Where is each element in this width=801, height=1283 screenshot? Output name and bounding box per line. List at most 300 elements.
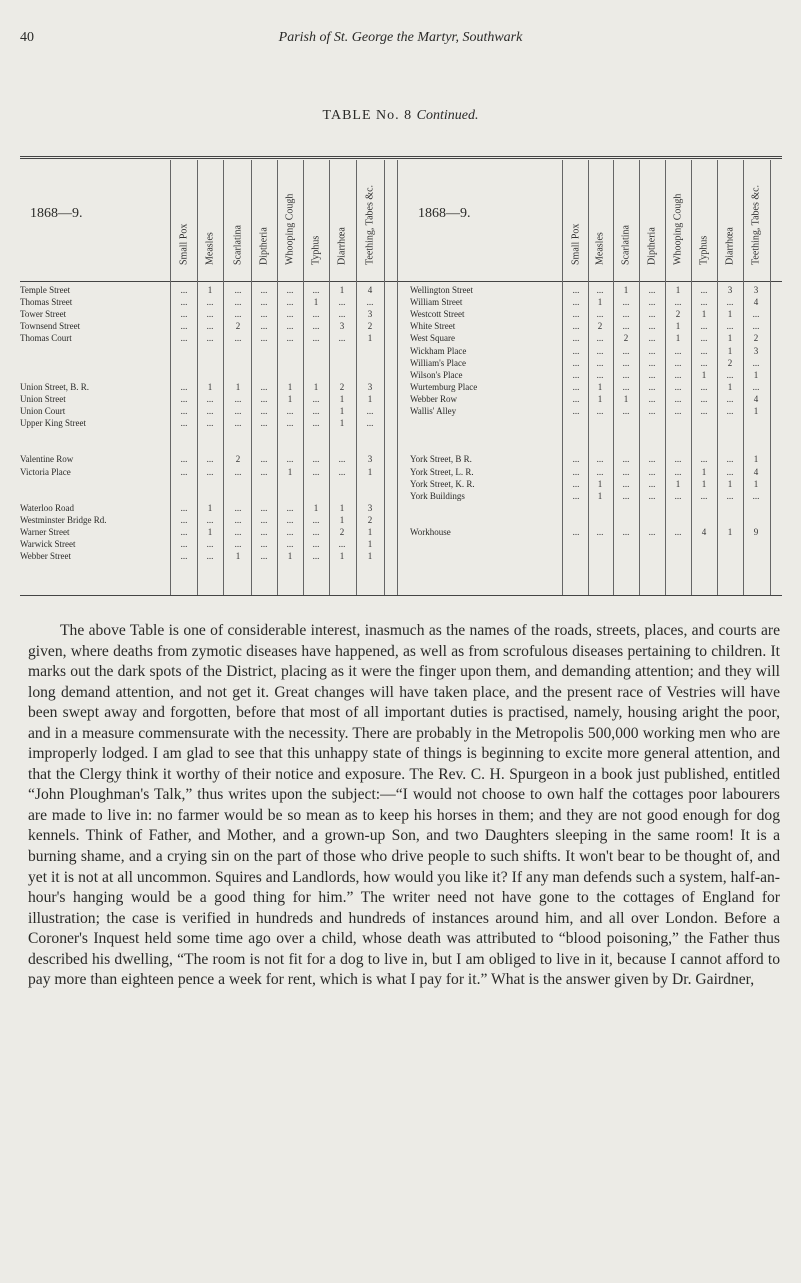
- left-value-cell: ...: [260, 418, 268, 429]
- right-value-cell: ...: [572, 527, 580, 537]
- right-place-name: York Street, L. R.: [410, 466, 474, 477]
- left-value-cell: ...: [180, 406, 188, 416]
- right-value-cell: ...: [648, 309, 656, 320]
- right-value-cell: 1: [675, 285, 681, 295]
- right-column-header: [669, 160, 687, 278]
- left-value-cell: 1: [287, 381, 293, 392]
- right-value-cell: 1: [675, 333, 681, 344]
- left-value-cell: 1: [313, 502, 319, 513]
- left-place-name: Thomas Street: [20, 297, 73, 308]
- left-value-cell: 1: [207, 527, 213, 537]
- right-place-name: Westcott Street: [410, 309, 465, 320]
- right-value-cell: ...: [648, 454, 656, 465]
- right-value-cell: ...: [674, 406, 682, 416]
- right-value-cell: 2: [727, 357, 733, 368]
- right-value-cell: ...: [572, 478, 580, 489]
- right-value-cell: ...: [622, 406, 630, 416]
- right-value-cell: ...: [572, 393, 580, 404]
- left-value-cell: 1: [367, 393, 373, 404]
- left-place-name: Victoria Place: [20, 466, 71, 477]
- left-value-cell: ...: [312, 321, 320, 332]
- right-column-header-label: Scarlatina: [620, 225, 632, 265]
- left-value-cell: ...: [260, 466, 268, 477]
- right-value-cell: ...: [622, 527, 630, 537]
- column-divider: [356, 160, 357, 595]
- left-value-cell: ...: [260, 381, 268, 392]
- left-column-header-label: Whooping Cough: [284, 193, 296, 265]
- column-divider: [743, 160, 744, 595]
- left-value-cell: ...: [180, 297, 188, 308]
- right-place-name: York Street, K. R.: [410, 478, 475, 489]
- left-value-cell: 1: [235, 381, 241, 392]
- right-value-cell: ...: [726, 466, 734, 477]
- right-value-cell: ...: [648, 297, 656, 308]
- left-place-name: Waterloo Road: [20, 502, 75, 513]
- right-value-cell: 2: [623, 333, 629, 344]
- left-value-cell: 2: [235, 454, 241, 465]
- left-value-cell: ...: [180, 551, 188, 562]
- left-value-cell: ...: [260, 406, 268, 416]
- right-value-cell: 1: [753, 406, 759, 416]
- left-column-header-label: Teething, Tabes &c.: [364, 184, 376, 265]
- left-place-name: Union Street: [20, 393, 66, 404]
- right-value-cell: ...: [752, 490, 760, 501]
- left-value-cell: ...: [206, 514, 214, 525]
- right-value-cell: ...: [648, 466, 656, 477]
- column-divider: [223, 160, 224, 595]
- left-value-cell: ...: [286, 333, 294, 344]
- right-value-cell: 1: [753, 478, 759, 489]
- right-place-name: Wallis' Alley: [410, 406, 457, 416]
- right-place-name: Webber Row: [410, 393, 458, 404]
- left-value-cell: 1: [207, 381, 213, 392]
- left-value-cell: ...: [312, 527, 320, 537]
- right-value-cell: 4: [753, 297, 759, 308]
- right-value-cell: ...: [674, 381, 682, 392]
- right-column-header-label: Teething, Tabes &c.: [750, 184, 762, 265]
- right-value-cell: ...: [700, 454, 708, 465]
- right-value-cell: ...: [596, 454, 604, 465]
- left-column-header: [175, 160, 193, 278]
- column-divider: [397, 160, 398, 595]
- left-place-name: Westminster Bridge Rd.: [20, 514, 107, 525]
- right-value-cell: ...: [572, 345, 580, 356]
- left-value-cell: ...: [234, 466, 242, 477]
- right-value-cell: 1: [753, 454, 759, 465]
- left-value-cell: ...: [206, 321, 214, 332]
- right-column-header: [643, 160, 661, 278]
- left-column-header: [281, 160, 299, 278]
- right-value-cell: ...: [572, 309, 580, 320]
- right-value-cell: 1: [701, 369, 707, 380]
- left-value-cell: ...: [234, 502, 242, 513]
- left-value-cell: ...: [366, 297, 374, 308]
- column-divider: [691, 160, 692, 595]
- column-divider: [665, 160, 666, 595]
- left-value-cell: ...: [180, 466, 188, 477]
- left-place-name: Union Street, B. R.: [20, 381, 89, 392]
- left-value-cell: ...: [312, 514, 320, 525]
- right-value-cell: ...: [674, 345, 682, 356]
- right-value-cell: ...: [572, 321, 580, 332]
- right-value-cell: ...: [622, 490, 630, 501]
- right-value-cell: 1: [727, 478, 733, 489]
- left-value-cell: ...: [180, 527, 188, 537]
- page-number: 40: [20, 30, 34, 45]
- right-value-cell: ...: [622, 357, 630, 368]
- left-value-cell: 1: [339, 551, 345, 562]
- left-value-cell: ...: [312, 406, 320, 416]
- left-value-cell: ...: [206, 454, 214, 465]
- right-value-cell: ...: [648, 285, 656, 295]
- right-value-cell: ...: [596, 466, 604, 477]
- right-value-cell: 1: [701, 466, 707, 477]
- left-column-header: [229, 160, 247, 278]
- right-place-name: York Street, B R.: [410, 454, 472, 465]
- right-value-cell: ...: [648, 369, 656, 380]
- left-value-cell: 1: [339, 393, 345, 404]
- left-value-cell: ...: [206, 333, 214, 344]
- right-value-cell: ...: [596, 369, 604, 380]
- left-value-cell: 3: [367, 309, 373, 320]
- right-value-cell: ...: [726, 393, 734, 404]
- right-value-cell: 1: [727, 345, 733, 356]
- left-value-cell: ...: [180, 285, 188, 295]
- right-value-cell: 1: [623, 393, 629, 404]
- right-column-header: [747, 160, 765, 278]
- right-value-cell: ...: [572, 285, 580, 295]
- column-divider: [329, 160, 330, 595]
- right-value-cell: ...: [674, 393, 682, 404]
- right-value-cell: ...: [596, 285, 604, 295]
- left-value-cell: 3: [367, 454, 373, 465]
- body-paragraph: The above Table is one of considerable interest, inasmuch as the names of the roads, streets, places, and courts are given, where deaths from zymotic diseases have happened, as well as from scrofulous diseases pertaining to children. It marks out the dark spots of the District, placing as it were the finger upon them, and demanding attention; and they will long demand attention, and not get it. Great changes will have taken place, and the present race of Vestries will have been swept away and forgotten, before that most of all important duties is practised, namely, housing aright the poor, and in a measure commensurate with the necessity. There are probably in the Metropolis 500,000 working men who are improperly lodged. I am glad to see that this unhappy state of things is beginning to excite more general attention, and that the Clergy think it worthy of their notice and exposure. The Rev. C. H. Spurgeon in a book just published, entitled “John Ploughman's Talk,” thus writes upon the subject:—“I would not choose to own half the cottages poor labourers are made to live in: no farmer would be so mean as to keep his horses in them; and they are not good enough for dog kennels. Think of Father, and Mother, and a grown-up Son, and two Daughters sleeping in the same room! It is a burning shame, and a crying sin on the part of those who drive people to such shifts. It won't bear to be thought of, and yet it is not at all uncommon. Squires and Landlords, how would you like it? If any man defends such a system, half-an-hour's hanging would be a good thing for him.” The writer need not have gone to the cottages of England for illustration; the case is verified in hundreds and hundreds of instances around him, and all over London. Before a Coroner's Inquest held some time ago over a child, whose death was attributed to “blood poisoning,” the Father thus described his dwelling, “The room is not fit for a dog to live in, but I am obliged to live in it, because I cannot afford to pay more than eighteen pence a week for rent, which is what I pay for it.” What is the answer given by Dr. Gairdner,: [28, 622, 780, 989]
- left-column-header: [201, 160, 219, 278]
- table-title-suffix: Continued.: [416, 108, 479, 123]
- left-value-cell: ...: [312, 309, 320, 320]
- left-value-cell: 3: [339, 321, 345, 332]
- right-value-cell: ...: [726, 297, 734, 308]
- left-value-cell: ...: [234, 333, 242, 344]
- right-column-header-label: Whooping Cough: [672, 193, 684, 265]
- left-value-cell: ...: [286, 539, 294, 550]
- right-value-cell: ...: [596, 333, 604, 344]
- left-place-name: Warwick Street: [20, 539, 76, 550]
- left-value-cell: ...: [180, 309, 188, 320]
- left-value-cell: ...: [206, 393, 214, 404]
- right-value-cell: ...: [572, 333, 580, 344]
- right-value-cell: 9: [753, 527, 759, 537]
- left-value-cell: ...: [206, 551, 214, 562]
- table-top-rule: [20, 156, 782, 157]
- left-value-cell: ...: [338, 333, 346, 344]
- left-value-cell: ...: [286, 285, 294, 295]
- column-divider: [562, 160, 563, 595]
- right-value-cell: 1: [597, 393, 603, 404]
- left-value-cell: ...: [234, 393, 242, 404]
- left-place-name: Warner Street: [20, 527, 70, 537]
- left-place-name: Webber Street: [20, 551, 72, 562]
- left-value-cell: ...: [180, 333, 188, 344]
- left-value-cell: ...: [206, 418, 214, 429]
- left-value-cell: ...: [234, 406, 242, 416]
- left-value-cell: 1: [207, 285, 213, 295]
- right-value-cell: ...: [572, 357, 580, 368]
- running-head: [20, 30, 781, 54]
- right-value-cell: ...: [700, 357, 708, 368]
- right-value-cell: ...: [622, 466, 630, 477]
- right-value-cell: ...: [622, 309, 630, 320]
- left-value-cell: ...: [206, 297, 214, 308]
- right-value-cell: 1: [727, 333, 733, 344]
- left-place-name: Temple Street: [20, 285, 71, 295]
- left-value-cell: ...: [206, 466, 214, 477]
- left-column-header-label: Scarlatina: [232, 225, 244, 265]
- left-value-cell: 1: [339, 514, 345, 525]
- left-column-header-label: Diarrhœa: [336, 227, 348, 265]
- column-divider: [197, 160, 198, 595]
- right-value-cell: 4: [701, 527, 707, 537]
- column-divider: [277, 160, 278, 595]
- left-value-cell: ...: [312, 466, 320, 477]
- left-place-name: Townsend Street: [20, 321, 81, 332]
- left-value-cell: ...: [338, 539, 346, 550]
- right-value-cell: 1: [701, 478, 707, 489]
- right-value-cell: ...: [648, 490, 656, 501]
- left-value-cell: 1: [367, 466, 373, 477]
- left-value-cell: 1: [339, 285, 345, 295]
- right-value-cell: ...: [700, 393, 708, 404]
- left-value-cell: 1: [367, 333, 373, 344]
- left-value-cell: ...: [206, 539, 214, 550]
- right-place-name: Wellington Street: [410, 285, 474, 295]
- right-value-cell: ...: [674, 357, 682, 368]
- left-column-header-label: Diptheria: [258, 227, 270, 265]
- left-value-cell: ...: [286, 527, 294, 537]
- right-value-cell: ...: [726, 369, 734, 380]
- right-column-header-label: Typhus: [698, 235, 710, 265]
- left-value-cell: ...: [180, 514, 188, 525]
- right-value-cell: ...: [622, 297, 630, 308]
- left-value-cell: 1: [287, 551, 293, 562]
- table-title-main: TABLE No. 8: [322, 108, 413, 123]
- left-value-cell: 1: [287, 393, 293, 404]
- left-place-name: Thomas Court: [20, 333, 72, 344]
- right-column-header-label: Measles: [594, 232, 606, 265]
- left-value-cell: 4: [367, 285, 373, 295]
- left-value-cell: 3: [367, 381, 373, 392]
- left-value-cell: ...: [286, 454, 294, 465]
- left-value-cell: ...: [260, 502, 268, 513]
- left-value-cell: ...: [286, 321, 294, 332]
- left-value-cell: ...: [180, 321, 188, 332]
- right-value-cell: ...: [572, 381, 580, 392]
- left-value-cell: ...: [338, 297, 346, 308]
- left-value-cell: ...: [312, 551, 320, 562]
- right-value-cell: ...: [596, 406, 604, 416]
- left-place-name: Tower Street: [20, 309, 67, 320]
- right-value-cell: 2: [675, 309, 681, 320]
- left-value-cell: 1: [339, 418, 345, 429]
- column-divider: [588, 160, 589, 595]
- left-value-cell: ...: [338, 466, 346, 477]
- right-value-cell: 1: [675, 321, 681, 332]
- right-value-cell: ...: [700, 490, 708, 501]
- right-value-cell: ...: [622, 454, 630, 465]
- column-divider: [251, 160, 252, 595]
- left-column-header: [255, 160, 273, 278]
- right-column-header: [591, 160, 609, 278]
- right-place-name: William's Place: [410, 357, 466, 368]
- table-title: [0, 108, 801, 124]
- left-value-cell: 1: [339, 406, 345, 416]
- left-value-cell: ...: [312, 393, 320, 404]
- right-value-cell: 1: [597, 297, 603, 308]
- right-value-cell: ...: [700, 345, 708, 356]
- right-value-cell: 1: [753, 369, 759, 380]
- table-bottom-rule: [20, 595, 782, 596]
- right-value-cell: 1: [597, 381, 603, 392]
- left-column-header: [361, 160, 379, 278]
- right-value-cell: ...: [572, 406, 580, 416]
- right-value-cell: ...: [596, 345, 604, 356]
- left-value-cell: ...: [260, 333, 268, 344]
- column-divider: [613, 160, 614, 595]
- left-value-cell: ...: [366, 418, 374, 429]
- year-label-left: 1868—9.: [30, 206, 83, 221]
- left-value-cell: 1: [313, 297, 319, 308]
- left-value-cell: 1: [367, 527, 373, 537]
- left-value-cell: 1: [339, 502, 345, 513]
- right-value-cell: ...: [674, 490, 682, 501]
- left-value-cell: ...: [260, 297, 268, 308]
- right-value-cell: ...: [648, 527, 656, 537]
- right-value-cell: ...: [572, 369, 580, 380]
- right-value-cell: 4: [753, 393, 759, 404]
- right-value-cell: ...: [674, 369, 682, 380]
- left-place-name: Upper King Street: [20, 418, 86, 429]
- right-value-cell: ...: [572, 297, 580, 308]
- right-value-cell: ...: [700, 381, 708, 392]
- left-value-cell: ...: [234, 297, 242, 308]
- left-value-cell: ...: [312, 454, 320, 465]
- left-value-cell: ...: [312, 418, 320, 429]
- right-value-cell: 1: [623, 285, 629, 295]
- right-value-cell: ...: [700, 406, 708, 416]
- right-column-header: [721, 160, 739, 278]
- right-place-name: Wurtemburg Place: [410, 381, 478, 392]
- right-value-cell: 1: [727, 381, 733, 392]
- left-value-cell: ...: [260, 454, 268, 465]
- right-value-cell: ...: [726, 454, 734, 465]
- right-value-cell: ...: [752, 309, 760, 320]
- right-value-cell: ...: [752, 321, 760, 332]
- right-value-cell: ...: [674, 297, 682, 308]
- left-value-cell: ...: [366, 406, 374, 416]
- left-place-name: Union Court: [20, 406, 66, 416]
- left-value-cell: 2: [339, 381, 345, 392]
- right-value-cell: ...: [752, 381, 760, 392]
- right-column-header-label: Diptheria: [646, 227, 658, 265]
- right-value-cell: 2: [753, 333, 759, 344]
- left-value-cell: ...: [180, 539, 188, 550]
- left-value-cell: ...: [234, 527, 242, 537]
- left-value-cell: 1: [367, 539, 373, 550]
- table-top-rule-double: [20, 158, 782, 159]
- right-column-header: [567, 160, 585, 278]
- column-divider: [384, 160, 385, 595]
- left-value-cell: ...: [206, 309, 214, 320]
- right-value-cell: ...: [622, 321, 630, 332]
- right-value-cell: ...: [648, 345, 656, 356]
- right-value-cell: 3: [727, 285, 733, 295]
- right-value-cell: ...: [622, 478, 630, 489]
- left-value-cell: ...: [260, 527, 268, 537]
- right-value-cell: ...: [572, 466, 580, 477]
- right-value-cell: ...: [726, 406, 734, 416]
- right-place-name: White Street: [410, 321, 456, 332]
- left-column-header-label: Typhus: [310, 235, 322, 265]
- left-value-cell: ...: [312, 285, 320, 295]
- left-value-cell: 1: [235, 551, 241, 562]
- left-value-cell: 2: [367, 514, 373, 525]
- left-value-cell: 3: [367, 502, 373, 513]
- left-value-cell: 2: [367, 321, 373, 332]
- year-label-right: 1868—9.: [418, 206, 471, 221]
- left-value-cell: ...: [286, 309, 294, 320]
- right-value-cell: ...: [648, 357, 656, 368]
- right-value-cell: ...: [700, 297, 708, 308]
- right-value-cell: 1: [701, 309, 707, 320]
- right-value-cell: ...: [622, 381, 630, 392]
- right-value-cell: ...: [596, 357, 604, 368]
- column-divider: [303, 160, 304, 595]
- right-value-cell: ...: [596, 527, 604, 537]
- body-text: [28, 621, 780, 991]
- left-column-header-label: Measles: [204, 232, 216, 265]
- left-value-cell: ...: [312, 333, 320, 344]
- right-value-cell: ...: [648, 406, 656, 416]
- right-value-cell: 4: [753, 466, 759, 477]
- left-value-cell: ...: [180, 381, 188, 392]
- right-value-cell: ...: [674, 466, 682, 477]
- right-value-cell: ...: [700, 321, 708, 332]
- right-place-name: Workhouse: [410, 527, 451, 537]
- right-value-cell: 1: [727, 309, 733, 320]
- left-value-cell: ...: [338, 454, 346, 465]
- left-value-cell: ...: [286, 418, 294, 429]
- column-divider: [770, 160, 771, 595]
- left-column-header-label: Small Pox: [178, 223, 190, 265]
- right-value-cell: 3: [753, 285, 759, 295]
- left-value-cell: ...: [234, 285, 242, 295]
- right-value-cell: ...: [648, 381, 656, 392]
- left-value-cell: ...: [234, 514, 242, 525]
- right-value-cell: 1: [597, 478, 603, 489]
- left-value-cell: ...: [180, 454, 188, 465]
- table-header-rule: [20, 281, 782, 282]
- right-value-cell: ...: [648, 333, 656, 344]
- right-place-name: West Square: [410, 333, 456, 344]
- right-place-name: William Street: [410, 297, 463, 308]
- left-value-cell: ...: [260, 321, 268, 332]
- left-value-cell: ...: [206, 406, 214, 416]
- right-value-cell: ...: [648, 393, 656, 404]
- right-value-cell: ...: [700, 285, 708, 295]
- left-value-cell: ...: [286, 514, 294, 525]
- right-place-name: Wickham Place: [410, 345, 467, 356]
- right-column-header-label: Small Pox: [570, 223, 582, 265]
